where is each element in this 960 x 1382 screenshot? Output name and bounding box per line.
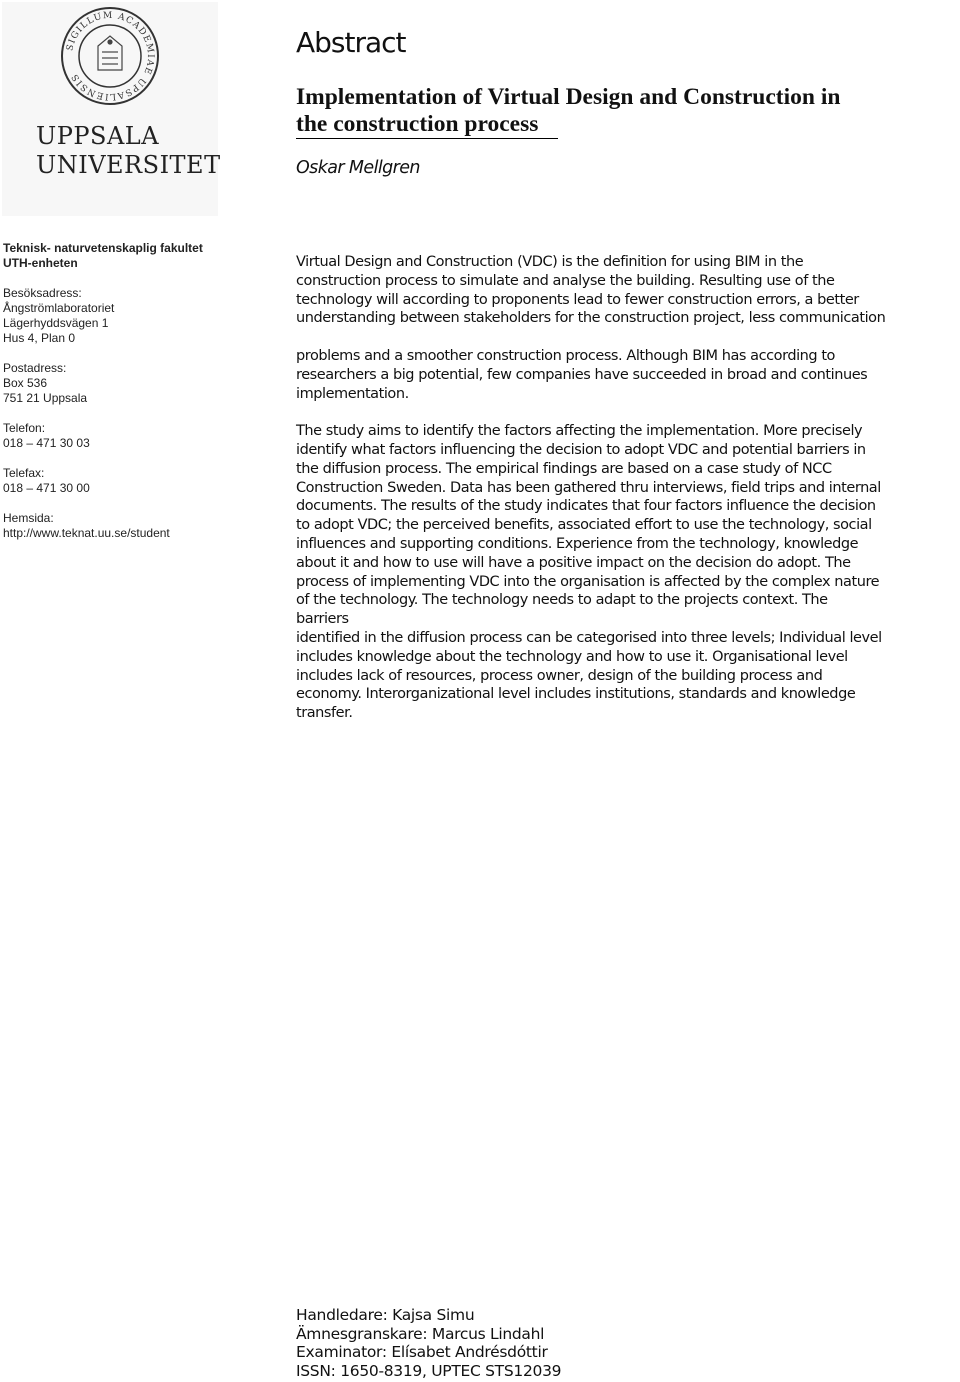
text-line: implementation. xyxy=(296,385,409,402)
abstract-body xyxy=(296,253,960,723)
issn-number: ISSN: 1650-8319, UPTEC STS12039 xyxy=(296,1361,562,1380)
text-line: influences and supporting conditions. Experience from the technology, knowledge xyxy=(296,535,859,552)
thesis-title xyxy=(296,84,960,139)
text-line: about it and how to use will have a positive impact on the decision do adopt. The xyxy=(296,554,851,571)
text-line: economy. Interorganizational level includes institutions, standards and knowledge xyxy=(296,686,856,703)
abstract-paragraph-3 xyxy=(296,422,960,723)
visit-address-line: Ångströmlaboratoriet xyxy=(3,301,115,315)
abstract-paragraph-1 xyxy=(296,253,960,328)
text-line: to adopt VDC; the perceived benefits, associated effort to use the technology, social xyxy=(296,517,872,534)
website-label: Hemsida: xyxy=(3,511,54,525)
text-line: construction process to simulate and analyse the building. Resulting use of the xyxy=(296,272,835,289)
university-seal-icon xyxy=(60,6,160,106)
text-line: barriers xyxy=(296,611,349,628)
text-line: researchers a big potential, few companies have succeeded in broad and continues xyxy=(296,366,868,383)
contact-sidebar xyxy=(3,241,218,556)
faculty-name: Teknisk- naturvetenskaplig fakultet xyxy=(3,241,203,255)
text-line: process of implementing VDC into the organisation is affected by the complex nature xyxy=(296,573,880,590)
text-line: documents. The results of the study indicates that four factors influence the decision xyxy=(296,498,876,515)
seal-text: SIGILLUM ACADEMIAE UPSALIENSIS xyxy=(65,10,156,102)
page-heading: Abstract xyxy=(296,26,406,59)
text-line: The study aims to identify the factors affecting the implementation. More precisely xyxy=(296,423,863,440)
text-line: Virtual Design and Construction (VDC) is the definition for using BIM in the xyxy=(296,254,804,270)
text-line: technology will according to proponents lead to fewer construction errors, a better xyxy=(296,291,859,308)
thesis-title-line: the construction process xyxy=(296,111,558,139)
fax-number: 018 – 471 30 00 xyxy=(3,481,90,495)
text-line: identify what factors influencing the decision to adopt VDC and potential barriers in xyxy=(296,441,866,458)
text-line: of the technology. The technology needs to adapt to the projects context. The xyxy=(296,592,828,609)
unit-name: UTH-enheten xyxy=(3,256,78,270)
university-name-line2: UNIVERSITET xyxy=(36,151,221,179)
postal-address-line: 751 21 Uppsala xyxy=(3,391,88,405)
text-line: includes lack of resources, process owner, design of the building process and xyxy=(296,667,823,684)
author-name: Oskar Mellgren xyxy=(296,158,420,178)
text-line: the diffusion process. The empirical findings are based on a case study of NCC xyxy=(296,460,832,477)
phone-label: Telefon: xyxy=(3,421,46,435)
thesis-credits xyxy=(296,1306,561,1380)
phone-number: 018 – 471 30 03 xyxy=(3,436,90,450)
text-line: problems and a smoother construction process. Although BIM has according to xyxy=(296,347,835,364)
text-line: Construction Sweden. Data has been gathered thru interviews, field trips and internal xyxy=(296,479,881,496)
abstract-paragraph-2 xyxy=(296,347,960,403)
postal-address-line: Box 536 xyxy=(3,376,48,390)
visit-address-line: Hus 4, Plan 0 xyxy=(3,331,76,345)
text-line: includes knowledge about the technology and how to use it. Organisational level xyxy=(296,648,848,665)
postal-address-label: Postadress: xyxy=(3,361,67,375)
thesis-title-line: Implementation of Virtual Design and Construction in xyxy=(296,84,841,110)
website-link[interactable]: http://www.teknat.uu.se/student xyxy=(3,526,170,540)
visit-address-label: Besöksadress: xyxy=(3,286,82,300)
text-line: transfer. xyxy=(296,705,353,722)
subject-reviewer: Ämnesgranskare: Marcus Lindahl xyxy=(296,1324,545,1343)
examiner: Examinator: Elísabet Andrésdóttir xyxy=(296,1343,548,1362)
university-logo xyxy=(2,2,221,216)
fax-label: Telefax: xyxy=(3,466,45,480)
text-line: understanding between stakeholders for the construction project, less communication xyxy=(296,310,886,327)
supervisor: Handledare: Kajsa Simu xyxy=(296,1306,475,1324)
university-name-line1: UPPSALA xyxy=(36,122,160,150)
visit-address-line: Lägerhyddsvägen 1 xyxy=(3,316,109,330)
text-line: identified in the diffusion process can be categorised into three levels; Individual level xyxy=(296,629,882,646)
